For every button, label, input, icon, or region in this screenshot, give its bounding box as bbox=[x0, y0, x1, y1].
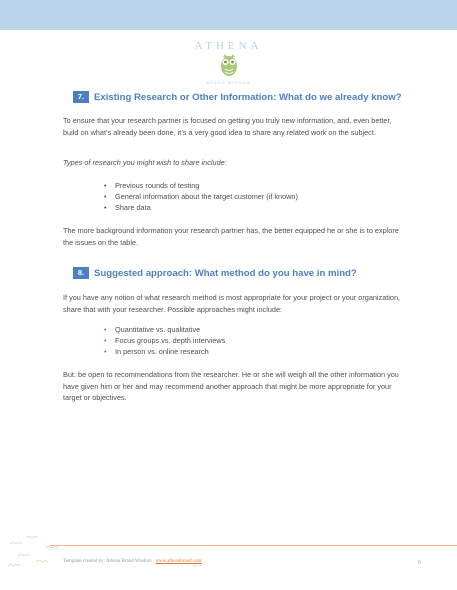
header-band bbox=[0, 0, 457, 30]
list-item: • Share data bbox=[104, 202, 394, 213]
footer-website-link[interactable]: www.athenabrand.com bbox=[155, 559, 202, 564]
section-8-number: 8. bbox=[73, 267, 89, 279]
footer-divider bbox=[50, 545, 457, 546]
list-item: • General information about the target customer (if known) bbox=[104, 191, 394, 202]
section-8-closing: But: be open to recommendations from the researcher. He or she will weigh all the other information you have given him or her and may recommend another approach that might be more appropriate for your target or objectives. bbox=[63, 370, 399, 403]
footer-credit bbox=[63, 559, 201, 564]
section-8-heading bbox=[73, 266, 357, 280]
list-item: • Quantitative vs. qualitative bbox=[104, 324, 394, 335]
list-item: • Focus groups vs. depth interviews bbox=[104, 335, 394, 346]
section-7-heading bbox=[73, 90, 402, 104]
section-7-closing: The more background information your research partner has, the better equipped he or she is to explore the issues on the table. bbox=[63, 226, 399, 247]
section-8-intro: If you have any notion of what research method is most appropriate for your project or your organization, share that with your researcher. Possible approaches might include: bbox=[63, 293, 401, 314]
section-7-number: 7. bbox=[73, 91, 89, 103]
logo-wordmark: ATHENA bbox=[194, 40, 263, 52]
page-number: 6 bbox=[418, 560, 421, 566]
section-7-intro: To ensure that your research partner is focused on getting you truly new information, and, even better, build on what’s already been done, it’s a very good idea to share any related work on the subject. bbox=[63, 116, 392, 137]
section-7-title: Existing Research or Other Information: What do we already know? bbox=[94, 91, 402, 103]
section-8-title: Suggested approach: What method do you have in mind? bbox=[94, 267, 357, 279]
section-8-bullet-list bbox=[104, 324, 394, 358]
footer-bird-decoration bbox=[6, 532, 66, 576]
footer-credit-text: Template created by: Athena Brand Wisdom bbox=[63, 559, 152, 564]
owl-icon bbox=[219, 53, 239, 79]
list-item: • In person vs. online research bbox=[104, 346, 394, 357]
section-7-types-label: Types of research you might wish to share include: bbox=[63, 158, 227, 167]
list-item: • Previous rounds of testing bbox=[104, 180, 394, 191]
logo-tagline: BRAND WISDOM bbox=[206, 80, 251, 85]
athena-logo bbox=[0, 36, 457, 94]
section-7-bullet-list bbox=[104, 180, 394, 214]
